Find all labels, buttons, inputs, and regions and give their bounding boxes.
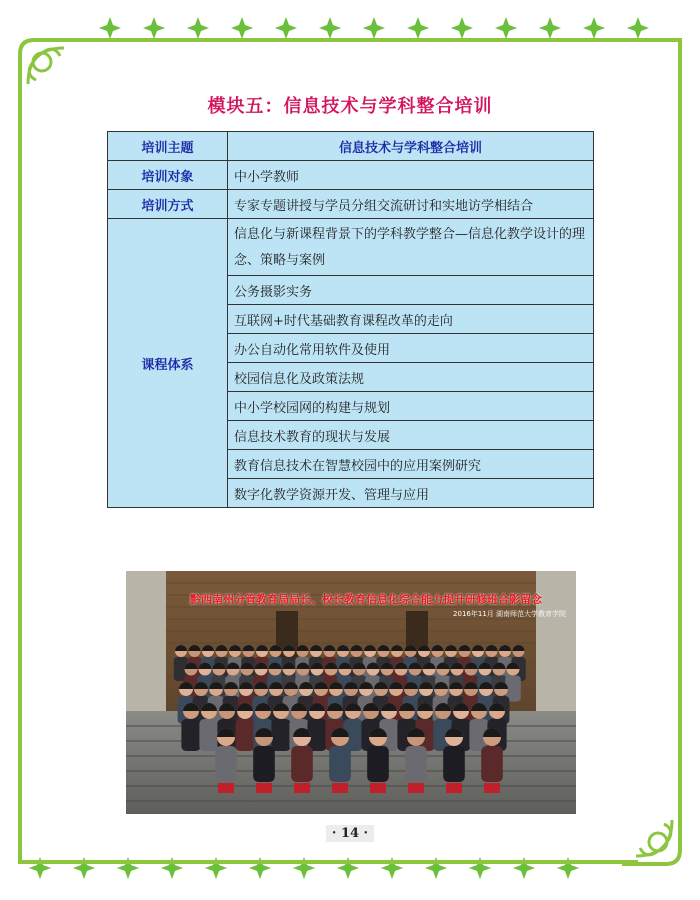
person-figure (253, 728, 275, 782)
stool (294, 783, 310, 793)
person-figure (505, 663, 521, 702)
course-item: 信息化与新课程背景下的学科教学整合—信息化教学设计的理念、策略与案例 (228, 219, 594, 276)
star-icon (98, 16, 122, 40)
row-label: 培训对象 (108, 161, 228, 190)
person-figure (291, 728, 313, 782)
table-row (108, 219, 594, 276)
course-item: 数字化教学资源开发、管理与应用 (228, 479, 594, 508)
person-figure (405, 728, 427, 782)
training-table (107, 131, 594, 508)
table-row (108, 161, 594, 190)
star-icon (626, 16, 650, 40)
stool (332, 783, 348, 793)
stool (446, 783, 462, 793)
star-icon (450, 16, 474, 40)
course-item: 互联网+时代基础教育课程改革的走向 (228, 305, 594, 334)
row-label: 培训主题 (108, 132, 228, 161)
course-item: 信息技术教育的现状与发展 (228, 421, 594, 450)
person-figure (481, 728, 503, 782)
star-icon (230, 16, 254, 40)
frame-top-line (62, 38, 682, 42)
photo-caption: 2016年11月 湖南师范大学教育学院 (453, 610, 566, 618)
person-figure (199, 703, 218, 751)
photo-banner: 黔西南州分管教育局局长、校长教育信息化综合能力提升研修班合影留念 (190, 593, 542, 606)
course-item: 公务摄影实务 (228, 276, 594, 305)
star-icon (318, 16, 342, 40)
person-figure (295, 663, 311, 702)
course-item: 中小学校园网的构建与规划 (228, 392, 594, 421)
person-figure (443, 728, 465, 782)
frame-bottom-line (18, 860, 638, 864)
row-value: 中小学教师 (228, 161, 594, 190)
person-figure (235, 703, 254, 751)
star-icon (494, 16, 518, 40)
row-value: 信息技术与学科整合培训 (228, 132, 594, 161)
course-item: 校园信息化及政策法规 (228, 363, 594, 392)
course-system-label: 课程体系 (108, 219, 228, 508)
star-icon (186, 16, 210, 40)
person-figure (343, 703, 362, 751)
table-row (108, 190, 594, 219)
row-value: 专家专题讲授与学员分组交流研讨和实地访学相结合 (228, 190, 594, 219)
person-figure (174, 645, 188, 681)
group-photo-image (126, 571, 576, 814)
person-figure (181, 703, 200, 751)
star-icon (538, 16, 562, 40)
frame-right-line (678, 38, 682, 828)
frame-left-line (18, 62, 22, 862)
bottom-star-row (0, 850, 700, 890)
page-number (0, 826, 700, 841)
person-figure (307, 703, 326, 751)
page-title: 模块五：信息技术与学科整合培训 (207, 96, 493, 117)
stool (408, 783, 424, 793)
stool (256, 783, 272, 793)
stool (484, 783, 500, 793)
course-item: 教育信息技术在智慧校园中的应用案例研究 (228, 450, 594, 479)
course-item: 办公自动化常用软件及使用 (228, 334, 594, 363)
person-figure (329, 728, 351, 782)
star-icon (406, 16, 430, 40)
person-figure (211, 663, 227, 702)
person-figure (215, 728, 237, 782)
page-number-text: · 14 · (326, 825, 374, 842)
table-row (108, 132, 594, 161)
row-label: 培训方式 (108, 190, 228, 219)
star-icon (582, 16, 606, 40)
person-figure (367, 728, 389, 782)
stool (370, 783, 386, 793)
person-figure (469, 703, 488, 751)
group-photo (126, 571, 576, 814)
star-icon (274, 16, 298, 40)
star-icon (142, 16, 166, 40)
person-figure (271, 703, 290, 751)
star-icon (362, 16, 386, 40)
top-star-row (0, 10, 700, 50)
person-figure (421, 663, 437, 702)
stool (218, 783, 234, 793)
